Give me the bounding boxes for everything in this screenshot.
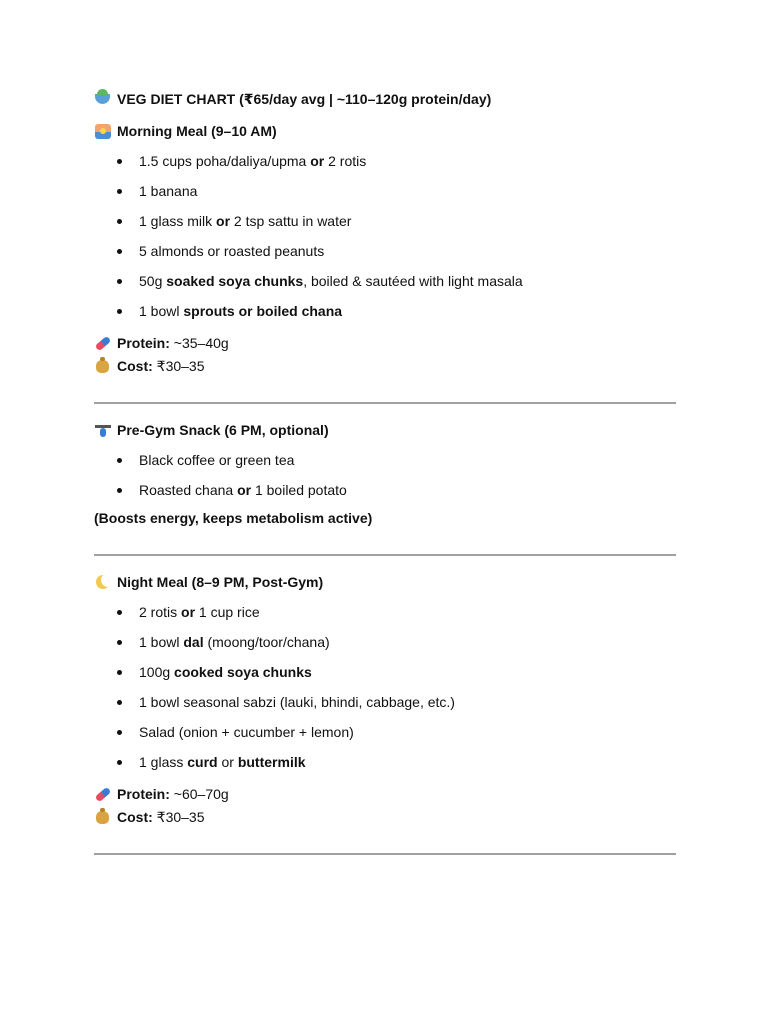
morning-meal-heading — [94, 120, 676, 142]
item-text: 1 banana — [139, 183, 198, 199]
document-title-text: VEG DIET CHART (₹65/day avg | ~110–120g protein/day) — [117, 90, 492, 107]
item-text: (moong/toor/chana) — [203, 634, 330, 650]
list-item — [94, 479, 676, 501]
item-text: or — [217, 754, 238, 770]
section-divider — [94, 853, 676, 855]
section-divider — [94, 402, 676, 404]
item-text: 2 rotis — [324, 153, 367, 169]
item-text: Black coffee or green tea — [139, 452, 295, 468]
weightlifter-icon — [94, 422, 111, 439]
item-text: 1.5 cups poha/daliya/upma — [139, 153, 311, 169]
salad-bowl-icon — [94, 91, 111, 108]
money-bag-icon — [94, 358, 111, 375]
sunrise-icon — [94, 123, 111, 140]
morning-meal-heading-text: Morning Meal (9–10 AM) — [117, 123, 277, 139]
cost-label: Cost: — [117, 809, 153, 825]
item-bold: sprouts or boiled chana — [183, 303, 343, 319]
cost-value: ₹30–35 — [152, 809, 205, 825]
item-text: 1 glass — [139, 754, 188, 770]
list-item — [94, 210, 676, 232]
item-text: 1 cup rice — [195, 604, 260, 620]
item-text: 1 boiled potato — [251, 482, 347, 498]
list-item — [94, 270, 676, 292]
morning-cost — [94, 355, 676, 377]
pregym-snack-heading-text: Pre-Gym Snack (6 PM, optional) — [117, 422, 329, 438]
list-item — [94, 150, 676, 172]
pregym-note: (Boosts energy, keeps metabolism active) — [94, 510, 373, 526]
item-bold: dal — [183, 634, 204, 650]
morning-protein — [94, 332, 676, 354]
protein-value: ~35–40g — [169, 335, 229, 351]
pill-icon — [94, 786, 111, 803]
item-text: 1 bowl seasonal sabzi (lauki, bhindi, cabbage, etc.) — [139, 694, 455, 710]
list-item — [94, 240, 676, 262]
item-bold: or — [310, 153, 325, 169]
item-text: 100g — [139, 664, 175, 680]
list-item — [94, 449, 676, 471]
item-bold: or — [237, 482, 252, 498]
item-text: 1 glass milk — [139, 213, 217, 229]
list-item — [94, 721, 676, 743]
list-item — [94, 631, 676, 653]
list-item — [94, 691, 676, 713]
item-bold: curd — [187, 754, 218, 770]
item-bold: buttermilk — [237, 754, 306, 770]
pregym-snack-list — [94, 449, 676, 501]
protein-label: Protein: — [117, 335, 170, 351]
item-text: 5 almonds or roasted peanuts — [139, 243, 325, 259]
money-bag-icon — [94, 809, 111, 826]
pill-icon — [94, 335, 111, 352]
section-divider — [94, 554, 676, 556]
list-item — [94, 601, 676, 623]
item-text: 2 rotis — [139, 604, 182, 620]
night-meal-heading — [94, 571, 676, 593]
night-meal-heading-text: Night Meal (8–9 PM, Post-Gym) — [117, 574, 324, 590]
protein-value: ~60–70g — [169, 786, 229, 802]
crescent-moon-icon — [94, 574, 111, 591]
night-cost — [94, 806, 676, 828]
list-item — [94, 751, 676, 773]
protein-label: Protein: — [117, 786, 170, 802]
item-text: , boiled & sautéed with light masala — [303, 273, 523, 289]
list-item — [94, 180, 676, 202]
cost-value: ₹30–35 — [152, 358, 205, 374]
item-bold: cooked soya chunks — [174, 664, 312, 680]
item-bold: soaked soya chunks — [166, 273, 304, 289]
night-meal-list — [94, 601, 676, 773]
document-page — [94, 88, 676, 855]
item-text: 1 bowl — [139, 634, 184, 650]
item-text: 2 tsp sattu in water — [230, 213, 352, 229]
item-text: Roasted chana — [139, 482, 238, 498]
item-bold: or — [216, 213, 231, 229]
morning-meal-list — [94, 150, 676, 322]
pregym-snack-heading — [94, 419, 676, 441]
item-text: 50g — [139, 273, 167, 289]
document-title — [94, 88, 676, 110]
night-protein — [94, 783, 676, 805]
list-item — [94, 661, 676, 683]
item-text: 1 bowl — [139, 303, 184, 319]
item-text: Salad (onion + cucumber + lemon) — [139, 724, 354, 740]
cost-label: Cost: — [117, 358, 153, 374]
list-item — [94, 300, 676, 322]
item-bold: or — [181, 604, 196, 620]
